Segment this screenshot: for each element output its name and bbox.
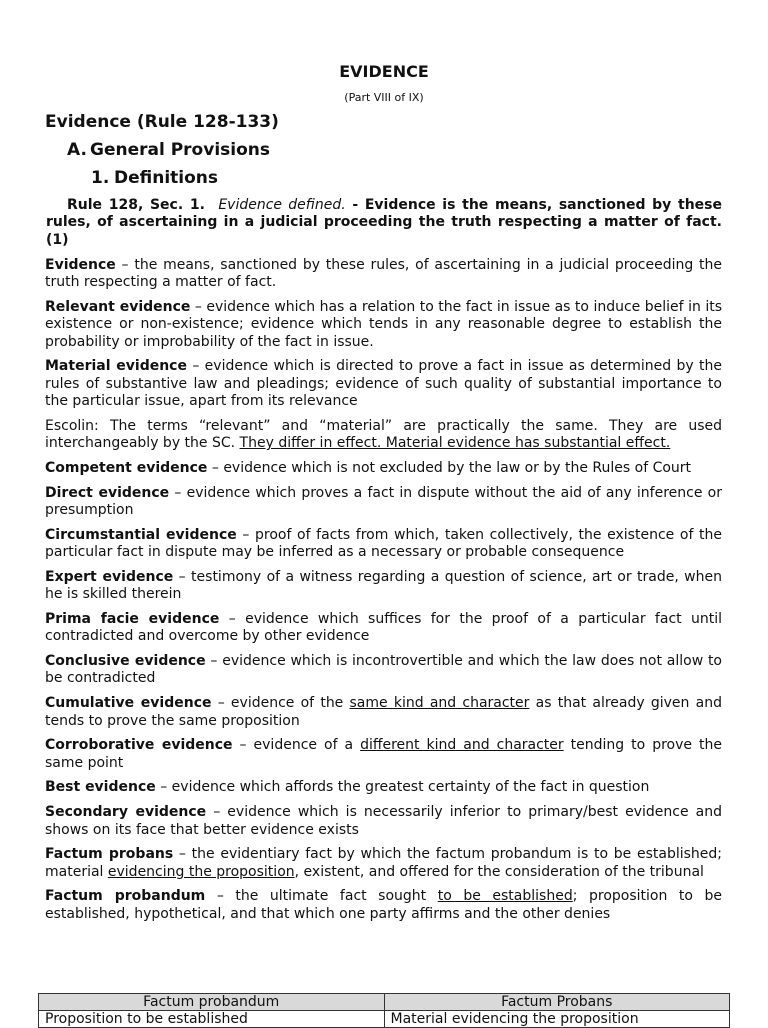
definition-paragraph bbox=[45, 779, 722, 796]
definition-term: Circumstantial evidence bbox=[45, 526, 237, 543]
definition-text: – testimony of a witness regarding a question of science, art or trade, when he is skilled therein bbox=[45, 568, 722, 603]
definition-text: – evidence which affords the greatest certainty of the fact in question bbox=[155, 779, 650, 796]
definition-text: – the means, sanctioned by these rules, of ascertaining in a judicial proceeding the truth respecting a matter of fact. bbox=[45, 257, 722, 291]
definition-paragraph bbox=[45, 299, 722, 351]
heading-text: Definitions bbox=[114, 168, 219, 188]
factum-comparison-table bbox=[38, 993, 730, 1028]
table-cell: Proposition to be established bbox=[39, 1011, 385, 1028]
definition-text: – the evidentiary fact by which the factum probandum is to be established; material bbox=[45, 846, 722, 880]
definition-term: Corroborative evidence bbox=[45, 737, 233, 754]
definition-text: – evidence which is directed to prove a fact in issue as determined by the rules of substantive law and pleadings; evidence of such quality of substantial importance to the particular issue, apart from its relevance bbox=[45, 358, 722, 410]
definition-term: Material evidence bbox=[45, 358, 187, 375]
underlined-phrase: They differ in effect. Material evidence has substantial effect. bbox=[239, 435, 671, 452]
definition-text: – proof of facts from which, taken collectively, the existence of the particular fact in dispute may be inferred as a necessary or probable consequence bbox=[45, 526, 722, 561]
definition-paragraph bbox=[45, 888, 722, 923]
definition-paragraph bbox=[45, 695, 722, 730]
rule-text: - Evidence is the means, sanctioned by these rules, of ascertaining in a judicial proceeding the truth respecting a matter of fact. (1) bbox=[46, 197, 722, 248]
table-header: Factum Probans bbox=[384, 994, 730, 1011]
definition-term: Relevant evidence bbox=[45, 299, 191, 316]
definition-text: Escolin: The terms “relevant” and “material” are practically the same. They are used interchangeably by the SC. bbox=[45, 417, 722, 452]
definition-paragraph bbox=[45, 527, 722, 562]
definition-text: as that already given and tends to prove the same proposition bbox=[45, 695, 722, 729]
definition-paragraph bbox=[45, 358, 722, 410]
rule-citation: Rule 128, Sec. 1. bbox=[67, 197, 205, 213]
definition-text: – evidence of a bbox=[232, 737, 361, 754]
definition-term: Cumulative evidence bbox=[45, 695, 212, 712]
definition-paragraph bbox=[45, 611, 722, 646]
definition-term: Conclusive evidence bbox=[45, 653, 206, 670]
definition-paragraph bbox=[45, 257, 722, 292]
heading-evidence-rules: Evidence (Rule 128-133) bbox=[45, 112, 279, 132]
table-header: Factum probandum bbox=[39, 994, 385, 1011]
document-subtitle: (Part VIII of IX) bbox=[344, 91, 424, 104]
definitions-list bbox=[45, 257, 722, 931]
heading-general-provisions bbox=[67, 140, 270, 160]
definition-term: Direct evidence bbox=[45, 484, 170, 501]
definition-text: – evidence which is not excluded by the law or by the Rules of Court bbox=[207, 459, 692, 476]
definition-text: – evidence which proves a fact in dispute without the aid of any inference or presumption bbox=[45, 484, 722, 519]
definition-term: Prima facie evidence bbox=[45, 611, 220, 628]
definition-term: Competent evidence bbox=[45, 459, 208, 476]
definition-paragraph bbox=[45, 569, 722, 604]
definition-term: Factum probans bbox=[45, 846, 174, 863]
table-header-row bbox=[39, 994, 730, 1011]
underlined-phrase: to be established bbox=[437, 888, 573, 905]
definition-paragraph bbox=[45, 846, 722, 881]
definition-paragraph bbox=[45, 804, 722, 839]
rule-heading: Evidence defined. bbox=[218, 197, 346, 213]
underlined-phrase: different kind and character bbox=[360, 737, 564, 754]
definition-paragraph bbox=[45, 485, 722, 520]
definition-text: ; proposition to be established, hypothetical, and that which one party affirms and the other denies bbox=[45, 888, 723, 922]
definition-text: – evidence which is incontrovertible and which the law does not allow to be contradicted bbox=[45, 653, 722, 687]
definition-text: – evidence of the bbox=[211, 695, 350, 712]
definition-term: Expert evidence bbox=[45, 568, 174, 585]
definition-text: , existent, and offered for the consideration of the tribunal bbox=[294, 863, 704, 880]
definition-paragraph bbox=[45, 653, 722, 688]
definition-paragraph bbox=[45, 737, 722, 772]
heading-definitions bbox=[91, 168, 218, 188]
heading-number: A. bbox=[67, 140, 87, 160]
definition-text: – evidence which suffices for the proof of a particular fact until contradicted and overcome by other evidence bbox=[45, 611, 723, 645]
definition-paragraph bbox=[45, 460, 722, 477]
table-row bbox=[39, 1011, 730, 1028]
definition-term: Secondary evidence bbox=[45, 804, 207, 821]
definition-term: Factum probandum bbox=[45, 888, 206, 905]
table-cell: Material evidencing the proposition bbox=[384, 1011, 730, 1028]
underlined-phrase: evidencing the proposition bbox=[107, 863, 295, 880]
definition-term: Best evidence bbox=[45, 779, 156, 796]
definition-text: tending to prove the same point bbox=[45, 737, 722, 771]
document-title: EVIDENCE bbox=[339, 62, 429, 81]
rule-128-section-1 bbox=[46, 197, 722, 249]
definition-text: – the ultimate fact sought bbox=[205, 888, 438, 905]
underlined-phrase: same kind and character bbox=[349, 695, 530, 712]
heading-text: General Provisions bbox=[90, 140, 270, 160]
heading-number: 1. bbox=[91, 168, 110, 188]
definition-term: Evidence bbox=[45, 257, 116, 273]
definition-paragraph bbox=[45, 418, 722, 453]
definition-text: – evidence which has a relation to the fact in issue as to induce belief in its existence or non-existence; evidence which tends in any reasonable degree to establish the probability or improbability of the fact in issue. bbox=[45, 299, 722, 350]
definition-text: – evidence which is necessarily inferior to primary/best evidence and shows on its face that better evidence exists bbox=[45, 804, 722, 838]
